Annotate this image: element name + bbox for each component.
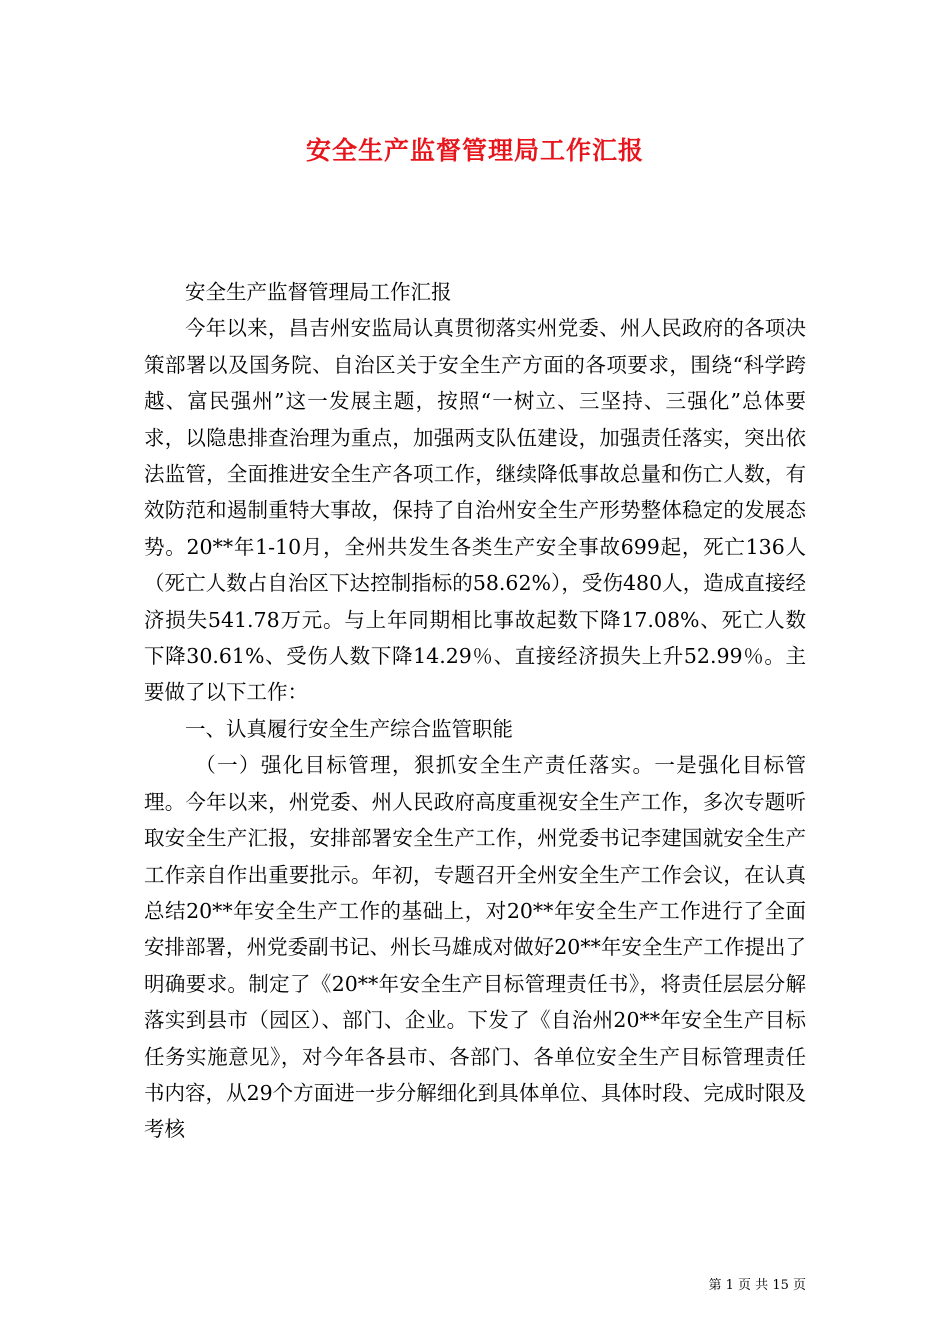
document-body [144,274,806,1148]
section-paragraph-1: （一）强化目标管理，狠抓安全生产责任落实。一是强化目标管理。今年以来，州党委、州人民政府高度重视安全生产工作，多次专题听取安全生产汇报，安排部署安全生产工作，州党委书记李建国就安全生产工作亲自作出重要批示。年初，专题召开全州安全生产工作会议，在认真总结20**年安全生产工作的基础上，对20**年安全生产工作进行了全面安排部署，州党委副书记、州长马雄成对做好20**年安全生产工作提出了明确要求。制定了《20**年安全生产目标管理责任书》，将责任层层分解落实到县市（园区）、部门、企业。下发了《自治州20**年安全生产目标任务实施意见》，对今年各县市、各部门、各单位安全生产目标管理责任书内容，从29个方面进一步分解细化到具体单位、具体时段、完成时限及考核 [144,753,806,1142]
intro-paragraph: 今年以来，昌吉州安监局认真贯彻落实州党委、州人民政府的各项决策部署以及国务院、自治区关于安全生产方面的各项要求，围绕“科学跨越、富民强州”这一发展主题，按照“一树立、三坚持、三强化”总体要求，以隐患排查治理为重点，加强两支队伍建设，加强责任落实，突出依法监管，全面推进安全生产各项工作，继续降低事故总量和伤亡人数，有效防范和遏制重特大事故，保持了自治州安全生产形势整体稳定的发展态势。20**年1-10月，全州共发生各类生产安全事故699起，死亡136人（死亡人数占自治区下达控制指标的58.62%），受伤480人，造成直接经济损失541.78万元。与上年同期相比事故起数下降17.08%、死亡人数下降30.61%、受伤人数下降14.29％、直接经济损失上升52.99％。主要做了以下工作： [144,316,806,705]
section-heading-1: 一、认真履行安全生产综合监管职能 [185,716,513,741]
body-heading: 安全生产监督管理局工作汇报 [185,280,452,304]
page-number: 第 1 页 共 15 页 [708,1278,806,1293]
document-title: 安全生产监督管理局工作汇报 [305,136,644,165]
